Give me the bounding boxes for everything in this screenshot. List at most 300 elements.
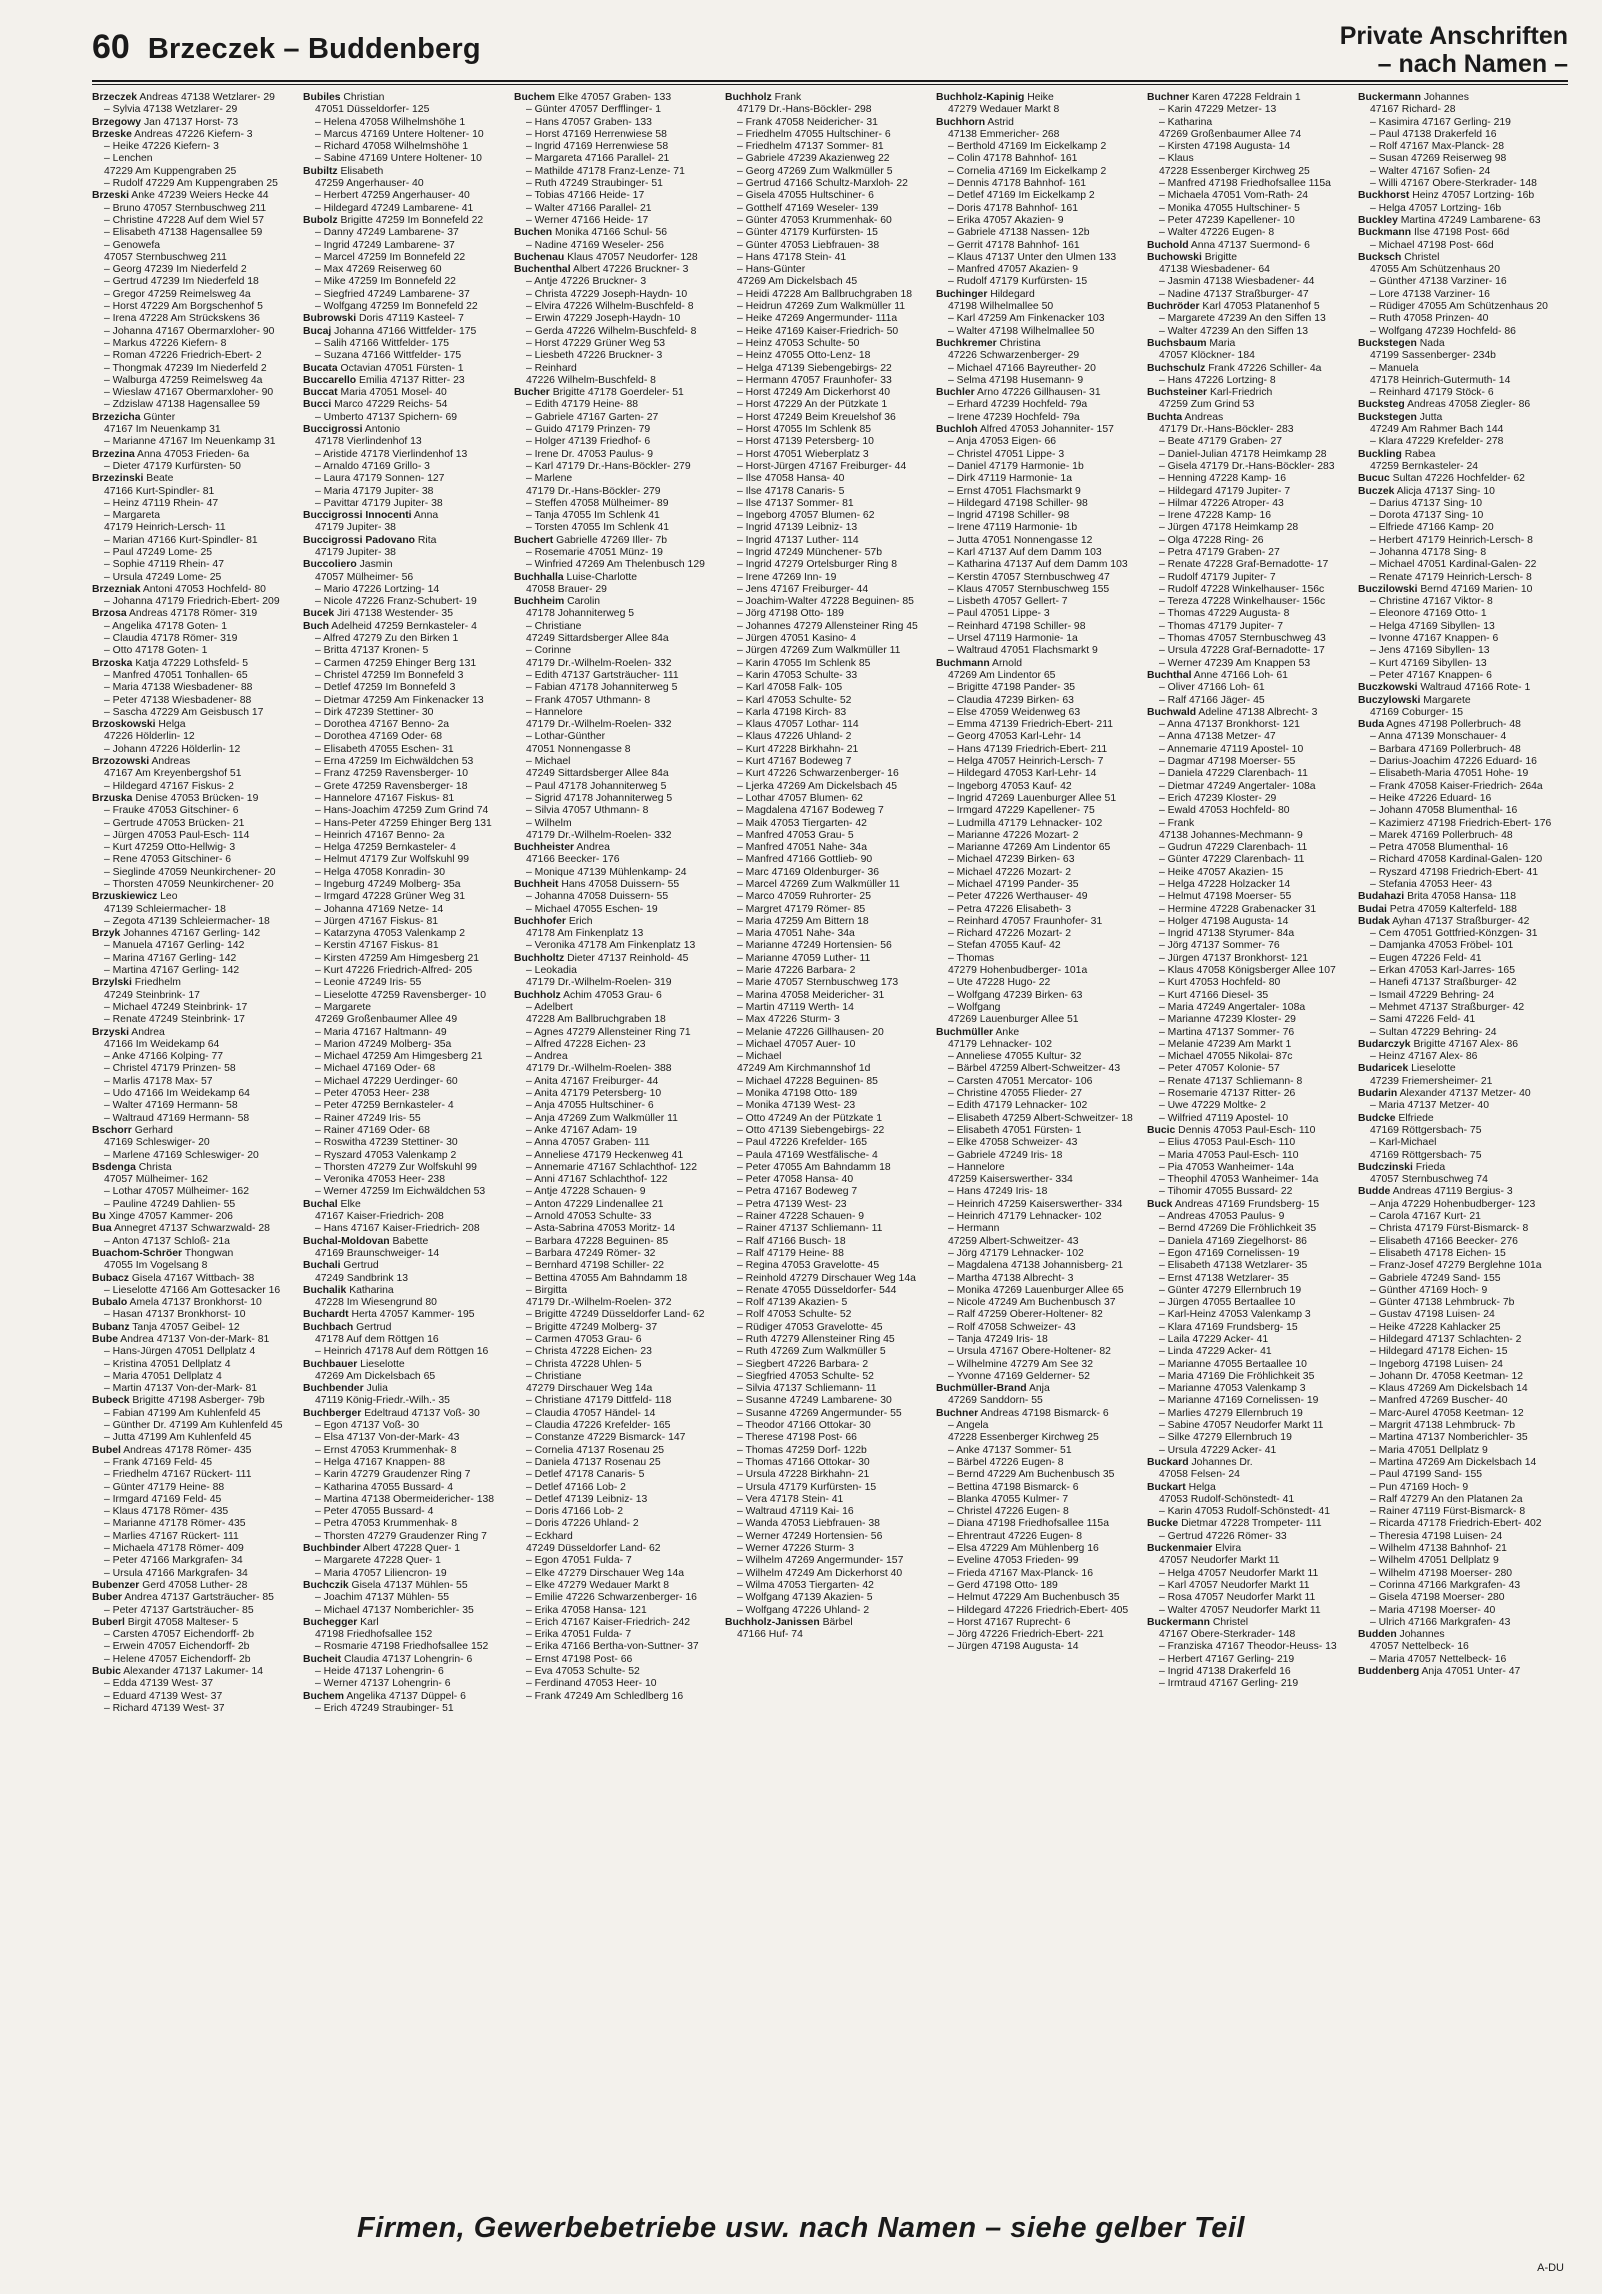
listing-entry: – Renate 47249 Steinbrink- 17 xyxy=(104,1014,245,1026)
listing-entry: – Wanda 47053 Liebfrauen- 38 xyxy=(737,1518,880,1530)
surname: Buchowski xyxy=(1147,251,1202,263)
listing-entry xyxy=(303,1408,508,1420)
listing-entry: – Wieslaw 47167 Obermarxloher- 90 xyxy=(104,387,274,399)
entry-detail: Klaus 47057 Neudorfer- 128 xyxy=(564,251,698,263)
listing-entry: – Thorsten 47279 Graudenzer Ring 7 xyxy=(315,1530,487,1542)
listing-entry: – Elfriede 47166 Kamp- 20 xyxy=(1370,522,1494,534)
listing-entry: – Joachim 47137 Mühlen- 55 xyxy=(315,1592,450,1604)
entry-detail: Andreas 47119 Bergius- 3 xyxy=(1390,1186,1513,1198)
listing-entry: – Marianne 47167 Im Neuenkamp 31 xyxy=(104,436,276,448)
entry-detail: Dennis 47053 Paul-Esch- 110 xyxy=(1175,1124,1316,1136)
listing-entry: – Heike 47169 Kaiser-Friedrich- 50 xyxy=(737,325,899,337)
entry-detail: Brita 47058 Hansa- 118 xyxy=(1404,891,1517,903)
entry-detail: Frank 47226 Schiller- 4a xyxy=(1205,362,1322,374)
listing-entry: – Irmgard 47228 Grüner Weg 31 xyxy=(315,891,465,903)
listing-entry: – Ursel 47119 Harmonie- 1a xyxy=(948,633,1078,645)
listing-column-3 xyxy=(514,92,719,2190)
listing-entry: – Hans-Joachim 47259 Zum Grind 74 xyxy=(315,805,489,817)
listing-entry: – Monique 47139 Mühlenkamp- 24 xyxy=(526,866,687,878)
listing-entry: – Wilhelm 47249 Am Dickerhorst 40 xyxy=(737,1567,903,1579)
listing-entry: – Jürgen 47178 Heimkamp 28 xyxy=(1159,522,1299,534)
listing-entry xyxy=(303,608,508,620)
listing-entry: – Grete 47259 Ravensberger- 18 xyxy=(315,780,468,792)
listing-entry: – Heidi 47228 Am Ballbruchgraben 18 xyxy=(737,288,913,300)
listing-entry: 47269 Sanddorn- 55 xyxy=(948,1395,1043,1407)
listing-entry: – Ernst 47053 Krummenhak- 8 xyxy=(315,1444,457,1456)
listing-entry xyxy=(1358,1186,1563,1198)
listing-entry: – Margarete 47228 Quer- 1 xyxy=(315,1555,441,1567)
listing-entry: – Hannelore xyxy=(526,706,583,718)
entry-detail: Anke 47239 Weiers Hecke 44 xyxy=(128,190,269,202)
listing-entry xyxy=(936,387,1141,399)
listing-entry: – Magdalena 47167 Bodeweg 7 xyxy=(737,805,884,817)
listing-entry xyxy=(92,977,297,989)
listing-entry: – Wolfgang 47226 Uhland- 2 xyxy=(737,1604,870,1616)
surname: Brzezinski xyxy=(92,473,144,485)
listing-entry: – Manfred 47198 Friedhofsallee 115a xyxy=(1159,178,1331,190)
listing-entry: – Ursula 47167 Obere-Holtener- 82 xyxy=(948,1346,1111,1358)
entry-detail: Xinge 47057 Kammer- 206 xyxy=(105,1211,233,1223)
listing-entry: – Michaela 47051 Vom-Rath- 24 xyxy=(1159,190,1309,202)
listing-entry: – Guido 47179 Prinzen- 79 xyxy=(526,424,651,436)
entry-detail: Anne 47166 Loh- 61 xyxy=(1191,669,1288,681)
surname: Budden xyxy=(1358,1629,1397,1641)
listing-entry: – Michael 47166 Bayreuther- 20 xyxy=(948,362,1096,374)
listing-entry: – Frank 47249 Am Schledlberg 16 xyxy=(526,1690,684,1702)
listing-entry: 47057 Mülheimer- 56 xyxy=(315,571,414,583)
listing-entry: – Sabine 47169 Untere Holtener- 10 xyxy=(315,153,482,165)
entry-detail: Helga xyxy=(1185,1481,1216,1493)
listing-entry: – Petra 47053 Krummenhak- 8 xyxy=(315,1518,458,1530)
listing-entry: – Ilse 47137 Sommer- 81 xyxy=(737,497,854,509)
listing-entry xyxy=(1358,695,1563,707)
listing-entry: – Claudia 47178 Römer- 319 xyxy=(104,633,238,645)
listing-entry: – Christiane xyxy=(526,620,582,632)
listing-entry: – Martha 47138 Albrecht- 3 xyxy=(948,1272,1074,1284)
listing-entry: – Nadine 47137 Straßburger- 47 xyxy=(1159,288,1309,300)
surname: Buberl xyxy=(92,1616,125,1628)
surname: Buckley xyxy=(1358,214,1398,226)
surname: Buchheister xyxy=(514,842,575,854)
listing-entry: – Anneliese 47055 Kultur- 32 xyxy=(948,1051,1082,1063)
listing-entry xyxy=(1147,92,1352,104)
listing-entry xyxy=(1358,1666,1563,1678)
surname: Brzezina xyxy=(92,448,135,460)
surname: Buckermann xyxy=(1358,92,1421,103)
entry-detail: Doris 47119 Kasteel- 7 xyxy=(356,313,464,325)
surname: Buchsbaum xyxy=(1147,337,1207,349)
listing-entry: – Ingrid 47249 Münchener- 57b xyxy=(737,546,882,558)
listing-entry: – Tanja 47055 Im Schlenk 41 xyxy=(526,510,660,522)
listing-entry xyxy=(514,387,719,399)
listing-entry: – Karl 47179 Dr.-Hans-Böckler- 279 xyxy=(526,460,691,472)
entry-detail: Rita xyxy=(415,534,437,546)
listing-column-7 xyxy=(1358,92,1563,2190)
entry-detail: Brigitte 47198 Asberger- 79b xyxy=(129,1395,265,1407)
entry-detail: Andreas 47178 Römer- 319 xyxy=(126,608,258,620)
surname: Brzozowski xyxy=(92,756,150,768)
listing-entry: 47259 Kaiserswerther- 334 xyxy=(948,1174,1073,1186)
surname: Buchold xyxy=(1147,239,1189,251)
listing-entry: – Rosemarie 47137 Ritter- 26 xyxy=(1159,1088,1296,1100)
listing-entry: – Jürgen 47198 Augusta- 14 xyxy=(948,1641,1079,1653)
listing-entry: – Rolf 47053 Schulte- 52 xyxy=(737,1309,852,1321)
entry-detail: Heinz 47057 Lortzing- 16b xyxy=(1409,190,1535,202)
listing-entry xyxy=(303,621,508,633)
listing-entry xyxy=(1358,1629,1563,1641)
listing-entry: – Egon 47169 Cornelissen- 19 xyxy=(1159,1247,1300,1259)
listing-entry xyxy=(936,289,1141,301)
listing-entry: – Klaus xyxy=(1159,153,1194,165)
listing-entry: – Peter 47055 Bussard- 4 xyxy=(315,1506,434,1518)
listing-entry: – Ilse 47058 Hansa- 40 xyxy=(737,473,845,485)
listing-entry: – Mehmet 47137 Straßburger- 42 xyxy=(1370,1001,1525,1013)
listing-entry xyxy=(92,1666,297,1678)
listing-entry: – Gertrud 47239 Im Niederfeld 18 xyxy=(104,276,259,288)
listing-entry: 47051 Düsseldorfer- 125 xyxy=(315,104,430,116)
listing-entry: – Maria 47179 Jupiter- 38 xyxy=(315,485,434,497)
listing-entry: – Herbert 47167 Gerling- 219 xyxy=(1159,1653,1295,1665)
listing-entry: – Danny 47249 Lambarene- 37 xyxy=(315,227,459,239)
listing-entry: 47178 Heinrich-Gutermuth- 14 xyxy=(1370,374,1511,386)
footer-note: Firmen, Gewerbebetriebe usw. nach Namen – siehe gelber Teil xyxy=(357,2212,1245,2244)
listing-entry: – Otto 47249 An der Pützkate 1 xyxy=(737,1112,882,1124)
listing-entry: – Klaus 47058 Königsberger Allee 107 xyxy=(1159,965,1336,977)
entry-detail: Marco 47229 Reichs- 54 xyxy=(331,399,448,411)
listing-entry: – Peter 47058 Hansa- 40 xyxy=(737,1174,854,1186)
listing-entry: – Rosa 47057 Neudorfer Markt 11 xyxy=(1159,1592,1316,1604)
listing-entry: – Edith 47179 Heine- 88 xyxy=(526,399,639,411)
listing-entry: – Marc 47169 Oldenburger- 36 xyxy=(737,866,880,878)
listing-entry: 47179 Dr.-Wilhelm-Roelen- 332 xyxy=(526,657,672,669)
listing-entry: – Marianne 47169 Cornelissen- 19 xyxy=(1159,1395,1319,1407)
listing-entry xyxy=(1147,1199,1352,1211)
listing-entry: – Georg 47269 Zum Walkmüller 5 xyxy=(737,165,893,177)
surname: Buchthal xyxy=(1147,669,1192,681)
listing-entry xyxy=(92,449,297,461)
listing-entry: – Oliver 47166 Loh- 61 xyxy=(1159,682,1265,694)
listing-entry: – Marianne 47053 Valenkamp 3 xyxy=(1159,1383,1306,1395)
listing-entry xyxy=(303,535,508,547)
listing-entry: – Heinrich 47178 Auf dem Röttgen 16 xyxy=(315,1346,489,1358)
surname: Bua xyxy=(92,1223,112,1235)
listing-entry: – Christel 47179 Prinzen- 58 xyxy=(104,1063,236,1075)
listing-entry: – Elsa 47229 Am Mühlenberg 16 xyxy=(948,1543,1099,1555)
entry-detail: Angelika 47137 Düppel- 6 xyxy=(344,1690,466,1702)
listing-entry: – Ingrid 47137 Luther- 114 xyxy=(737,534,859,546)
listing-entry: – Rainer 47169 Oder- 68 xyxy=(315,1124,430,1136)
listing-entry: – Genowefa xyxy=(104,239,161,251)
listing-entry: – Marianne 47249 Hortensien- 56 xyxy=(737,940,892,952)
listing-entry xyxy=(1358,449,1563,461)
listing-entry: – Bruno 47057 Sternbuschweg 211 xyxy=(104,202,267,214)
entry-detail: Gisela 47167 Wittbach- 38 xyxy=(128,1272,255,1284)
listing-entry: – Kurt 47166 Diesel- 35 xyxy=(1159,989,1269,1001)
listing-entry: – Bettina 47055 Am Bahndamm 18 xyxy=(526,1272,688,1284)
listing-entry: – Ernst 47138 Wetzlarer- 35 xyxy=(1159,1272,1289,1284)
listing-entry: – Nicole 47226 Franz-Schubert- 19 xyxy=(315,596,477,608)
listing-entry: – Renate 47055 Düsseldorfer- 544 xyxy=(737,1284,897,1296)
listing-entry: – Torsten 47055 Im Schlenk 41 xyxy=(526,522,670,534)
entry-detail: Ayhan 47137 Straßburger- 42 xyxy=(1389,915,1530,927)
entry-detail: Luise-Charlotte xyxy=(563,571,638,583)
listing-entry: – Manfred 47269 Buscher- 40 xyxy=(1370,1395,1508,1407)
listing-entry: – Michael 47229 Uerdinger- 60 xyxy=(315,1075,458,1087)
entry-detail: Karl xyxy=(357,1616,379,1628)
listing-entry: – Marina 47058 Meidericher- 31 xyxy=(737,989,885,1001)
listing-entry xyxy=(936,117,1141,129)
surname: Buchal xyxy=(303,1198,338,1210)
listing-entry: – Mario 47226 Lortzing- 14 xyxy=(315,583,440,595)
listing-entry: – Ewald 47053 Hochfeld- 80 xyxy=(1159,805,1290,817)
listing-entry: – Max 47269 Reiserweg 60 xyxy=(315,264,442,276)
listing-entry: – Elius 47053 Paul-Esch- 110 xyxy=(1159,1137,1296,1149)
listing-entry: – Kerstin 47057 Sternbuschweg 47 xyxy=(948,571,1110,583)
listing-entry: – Hermann xyxy=(948,1223,1000,1235)
listing-entry: – Renate 47228 Graf-Bernadotte- 17 xyxy=(1159,559,1329,571)
listing-entry: – Eleonore 47169 Otto- 1 xyxy=(1370,608,1487,620)
listing-entry xyxy=(303,387,508,399)
entry-detail: Dieter 47137 Reinhold- 45 xyxy=(564,952,689,964)
entry-detail: Andreas 47226 Kiefern- 3 xyxy=(131,128,253,140)
entry-detail: Christa xyxy=(135,1161,172,1173)
listing-entry xyxy=(1358,916,1563,928)
listing-entry: – Alfred 47228 Eichen- 23 xyxy=(526,1038,646,1050)
listing-entry: – Maria 47051 Dellplatz 9 xyxy=(1370,1444,1488,1456)
listing-entry: – Ismail 47229 Behring- 24 xyxy=(1370,989,1495,1001)
listing-entry: – Kirsten 47259 Am Himgesberg 21 xyxy=(315,952,480,964)
listing-entry: – Wilhelm xyxy=(526,817,572,829)
listing-entry: 47055 Am Schützenhaus 20 xyxy=(1370,264,1500,276)
surname: Buchali xyxy=(303,1260,341,1272)
listing-entry xyxy=(936,1383,1141,1395)
listing-entry: 47228 Essenberger Kirchweg 25 xyxy=(1159,165,1310,177)
listing-entry: – Vera 47178 Stein- 41 xyxy=(737,1493,844,1505)
listing-entry: – Carmen 47259 Ehinger Berg 131 xyxy=(315,657,477,669)
listing-entry: – Johann 47058 Blumenthal- 16 xyxy=(1370,805,1518,817)
listing-entry: – Elisabeth 47051 Fürsten- 1 xyxy=(948,1124,1082,1136)
listing-entry xyxy=(514,596,719,608)
listing-entry: – Ralf 47166 Busch- 18 xyxy=(737,1235,846,1247)
listing-column-1 xyxy=(92,92,297,2190)
surname: Bucic xyxy=(1147,1124,1176,1136)
listing-entry xyxy=(514,252,719,264)
listing-entry: – Hildegard 47198 Schiller- 98 xyxy=(948,497,1088,509)
listing-entry: – Theodor 47166 Ottokar- 30 xyxy=(737,1420,871,1432)
entry-detail: Petra 47059 Kalterfeld- 188 xyxy=(1386,903,1517,915)
entry-detail: Nada xyxy=(1416,337,1445,349)
listing-entry: – Antje 47228 Schauen- 9 xyxy=(526,1186,646,1198)
entry-detail: Andreas xyxy=(1182,411,1224,423)
listing-entry: – Wilhelm 47198 Moerser- 280 xyxy=(1370,1567,1513,1579)
listing-entry: – Lore 47138 Varziner- 16 xyxy=(1370,288,1490,300)
listing-entry: – Sieglinde 47059 Neunkirchener- 20 xyxy=(104,866,276,878)
listing-entry xyxy=(92,1027,297,1039)
listing-entry: – Peter 47053 Heer- 238 xyxy=(315,1088,430,1100)
listing-entry xyxy=(1358,215,1563,227)
entry-detail: Brigitte xyxy=(1201,251,1238,263)
listing-entry: – Monika 47139 West- 23 xyxy=(737,1100,856,1112)
listing-entry: – Anni 47167 Schlachthof- 122 xyxy=(526,1174,668,1186)
entry-detail: Anja xyxy=(1026,1383,1050,1395)
listing-entry: – Walter 47198 Wilhelmallee 50 xyxy=(948,325,1095,337)
listing-entry: – Pia 47053 Wanheimer- 14a xyxy=(1159,1161,1294,1173)
listing-entry: – Martin 47137 Von-der-Mark- 81 xyxy=(104,1383,258,1395)
surname: Brzezniak xyxy=(92,583,141,595)
listing-entry: – Ingrid 47269 Lauenburger Allee 51 xyxy=(948,792,1117,804)
entry-detail: Jan 47137 Horst- 73 xyxy=(141,116,239,128)
listing-entry: 47139 Schleiermacher- 18 xyxy=(104,903,226,915)
surname: Buchbinder xyxy=(303,1543,361,1555)
listing-entry: – Renate 47179 Heinrich-Lersch- 8 xyxy=(1370,571,1532,583)
surname: Budak xyxy=(1358,915,1390,927)
listing-entry: – Doris 47226 Uhland- 2 xyxy=(526,1518,639,1530)
listing-entry: 47179 Heinrich-Lersch- 11 xyxy=(104,522,226,534)
listing-entry: – Liesbeth 47226 Bruckner- 3 xyxy=(526,350,663,362)
surname: Buchholtz xyxy=(514,952,565,964)
listing-entry: – Karl 47137 Auf dem Damm 103 xyxy=(948,546,1102,558)
listing-entry: – Elisabeth 47178 Eichen- 15 xyxy=(1370,1247,1506,1259)
surname: Buchhalla xyxy=(514,571,564,583)
surname: Buchenau xyxy=(514,251,565,263)
listing-entry: – Beate 47179 Graben- 27 xyxy=(1159,436,1283,448)
listing-entry: – Peter 47137 Gartsträucher- 85 xyxy=(104,1604,254,1616)
listing-entry: 47249 Sittardsberger Allee 84a xyxy=(526,768,669,780)
listing-entry xyxy=(92,1223,297,1235)
listing-entry: 47179 Dr.-Wilhelm-Roelen- 332 xyxy=(526,829,672,841)
listing-entry: – Dennis 47178 Bahnhof- 161 xyxy=(948,178,1087,190)
entry-detail: Leo xyxy=(157,891,178,903)
listing-entry: – Elisabeth-Maria 47051 Hohe- 19 xyxy=(1370,768,1529,780)
listing-entry xyxy=(1358,227,1563,239)
entry-detail: Emilia 47137 Ritter- 23 xyxy=(356,374,465,386)
listing-entry: – Michael 47137 Nomberichler- 35 xyxy=(315,1604,474,1616)
listing-entry: – Horst 47169 Herrenwiese 58 xyxy=(526,128,667,140)
listing-entry: 47053 Rudolf-Schönstedt- 41 xyxy=(1159,1493,1295,1505)
entry-detail: Andrea 47137 Von-der-Mark- 81 xyxy=(117,1333,270,1345)
listing-entry xyxy=(936,424,1141,436)
listing-entry xyxy=(1147,1125,1352,1137)
listing-entry: – Gudrun 47229 Clarenbach- 11 xyxy=(1159,842,1308,854)
listing-entry: – Claudia 47239 Birken- 63 xyxy=(948,694,1074,706)
listing-entry xyxy=(514,535,719,547)
listing-entry: – Herbert 47179 Heinrich-Lersch- 8 xyxy=(1370,534,1533,546)
listing-entry: – Wolfgang 47239 Hochfeld- 86 xyxy=(1370,325,1516,337)
listing-entry: – Reinhard 47198 Schiller- 98 xyxy=(948,620,1086,632)
entry-detail: Lieselotte xyxy=(357,1358,405,1370)
listing-entry: – Reinhard 47179 Stöck- 6 xyxy=(1370,387,1494,399)
listing-entry xyxy=(1147,707,1352,719)
listing-entry xyxy=(92,1580,297,1592)
listing-entry: – Marek 47169 Pollerbruch- 48 xyxy=(1370,829,1513,841)
listing-entry xyxy=(1147,301,1352,313)
entry-detail: Johannes Dr. xyxy=(1188,1456,1253,1468)
entry-detail: Amela 47137 Bronkhorst- 10 xyxy=(127,1297,262,1309)
entry-detail: Sultan 47226 Hochfelder- 62 xyxy=(1389,473,1525,485)
listing-entry: – Sylvia 47138 Wetzlarer- 29 xyxy=(104,104,238,116)
surname: Bucksch xyxy=(1358,251,1402,263)
listing-entry: – Maria 47249 Angertaler- 108a xyxy=(1159,1001,1306,1013)
listing-entry: – Günther 47169 Hoch- 9 xyxy=(1370,1284,1488,1296)
listing-entry xyxy=(92,1617,297,1629)
listing-entry: – Elsa 47137 Von-der-Mark- 43 xyxy=(315,1432,460,1444)
surname: Bucuc xyxy=(1358,473,1390,485)
listing-entry: – Britta 47137 Kronen- 5 xyxy=(315,645,429,657)
entry-detail: Herta 47057 Kammer- 195 xyxy=(348,1309,475,1321)
listing-entry: – Günter 47057 Derfflinger- 1 xyxy=(526,104,661,116)
listing-entry: – Kurt 47169 Sibyllen- 13 xyxy=(1370,657,1487,669)
listing-entry: – Rudolf 47179 Jupiter- 7 xyxy=(1159,571,1276,583)
listing-entry: – Ruth 47249 Straubinger- 51 xyxy=(526,178,663,190)
listing-entry: – Marcel 47259 Im Bonnefeld 22 xyxy=(315,251,466,263)
listing-entry: – Detlef 47178 Canaris- 5 xyxy=(526,1469,645,1481)
listing-entry: – Michael 47169 Oder- 68 xyxy=(315,1063,436,1075)
listing-entry: – Jörg 47226 Friedrich-Ebert- 221 xyxy=(948,1629,1104,1641)
listing-entry: – Wilfried 47119 Apostel- 10 xyxy=(1159,1112,1289,1124)
entry-detail: Astrid xyxy=(985,116,1014,128)
listing-entry: – Marion 47249 Molberg- 35a xyxy=(315,1038,452,1050)
listing-entry: – Michael 47228 Beguinen- 85 xyxy=(737,1075,878,1087)
listing-entry: – Daniela 47229 Clarenbach- 11 xyxy=(1159,768,1308,780)
surname: Brzoska xyxy=(92,657,133,669)
surname: Buchmann xyxy=(936,657,990,669)
listing-entry: 47169 Röttgersbach- 75 xyxy=(1370,1124,1482,1136)
listing-entry: – Petra 47139 West- 23 xyxy=(737,1198,847,1210)
listing-entry xyxy=(303,313,508,325)
listing-entry: – Helga 47259 Bernkasteler- 4 xyxy=(315,842,456,854)
listing-entry: – Thorsten 47059 Neunkirchener- 20 xyxy=(104,879,274,890)
listing-entry xyxy=(1147,670,1352,682)
listing-entry: – Petra 47226 Elisabeth- 3 xyxy=(948,903,1072,915)
listing-entry xyxy=(303,1617,508,1629)
listing-entry: – Ingrid 47279 Ortelsburger Ring 8 xyxy=(737,559,897,571)
listing-entry: – Mathilde 47178 Franz-Lenze- 71 xyxy=(526,165,685,177)
listing-entry: – Lieselotte 47259 Ravensberger- 10 xyxy=(315,989,486,1001)
listing-entry: – Kurt 47167 Bodeweg 7 xyxy=(737,756,852,768)
listing-entry: – Karin 47053 Rudolf-Schönstedt- 41 xyxy=(1159,1506,1330,1518)
listing-entry: – Heike 47226 Eduard- 16 xyxy=(1370,792,1492,804)
listing-entry: – Richard 47058 Wilhelmshöhe 1 xyxy=(315,141,469,153)
listing-entry: – Susan 47269 Reiserweg 98 xyxy=(1370,153,1507,165)
listing-entry: – Angelika 47178 Goten- 1 xyxy=(104,620,228,632)
listing-entry: – Christel 47226 Eugen- 8 xyxy=(948,1506,1069,1518)
listing-entry: – Wolfgang 47239 Birken- 63 xyxy=(948,989,1083,1001)
listing-entry: – Johann 47226 Hölderlin- 12 xyxy=(104,743,241,755)
listing-entry: – Anna 47138 Metzer- 47 xyxy=(1159,731,1276,743)
surname: Buda xyxy=(1358,719,1384,731)
listing-entry: 47226 Schwarzenberger- 29 xyxy=(948,350,1080,362)
listing-entry: – Antje 47226 Bruckner- 3 xyxy=(526,276,647,288)
listing-entry: – Wolfgang xyxy=(948,1001,1001,1013)
listing-entry: – Kasimira 47167 Gerling- 219 xyxy=(1370,116,1511,128)
listing-entry: – Rüdiger 47053 Gravelotte- 45 xyxy=(737,1321,883,1333)
entry-detail: Friedhelm xyxy=(131,977,181,989)
listing-entry: – Hildegard 47226 Friedrich-Ebert- 405 xyxy=(948,1604,1129,1616)
surname: Brzeczek xyxy=(92,92,138,103)
listing-entry: – Margret 47179 Römer- 85 xyxy=(737,903,866,915)
listing-entry: 47279 Hohenbudberger- 101a xyxy=(948,965,1088,977)
listing-entry: – Irmgard 47229 Kapellener- 75 xyxy=(948,805,1095,817)
surname: Bucata xyxy=(303,362,338,374)
listing-entry xyxy=(92,1248,297,1260)
entry-detail: Albert 47228 Quer- 1 xyxy=(360,1543,461,1555)
listing-entry: – Hans-Günter xyxy=(737,264,806,276)
listing-entry: – Heinz 47053 Schulte- 50 xyxy=(737,337,860,349)
listing-entry: – Steffen 47058 Mülheimer- 89 xyxy=(526,497,669,509)
listing-entry: – Daniela 47137 Rosenau 25 xyxy=(526,1456,661,1468)
listing-entry xyxy=(303,1322,508,1334)
listing-entry: – Erwin 47229 Joseph-Haydn- 10 xyxy=(526,313,681,325)
